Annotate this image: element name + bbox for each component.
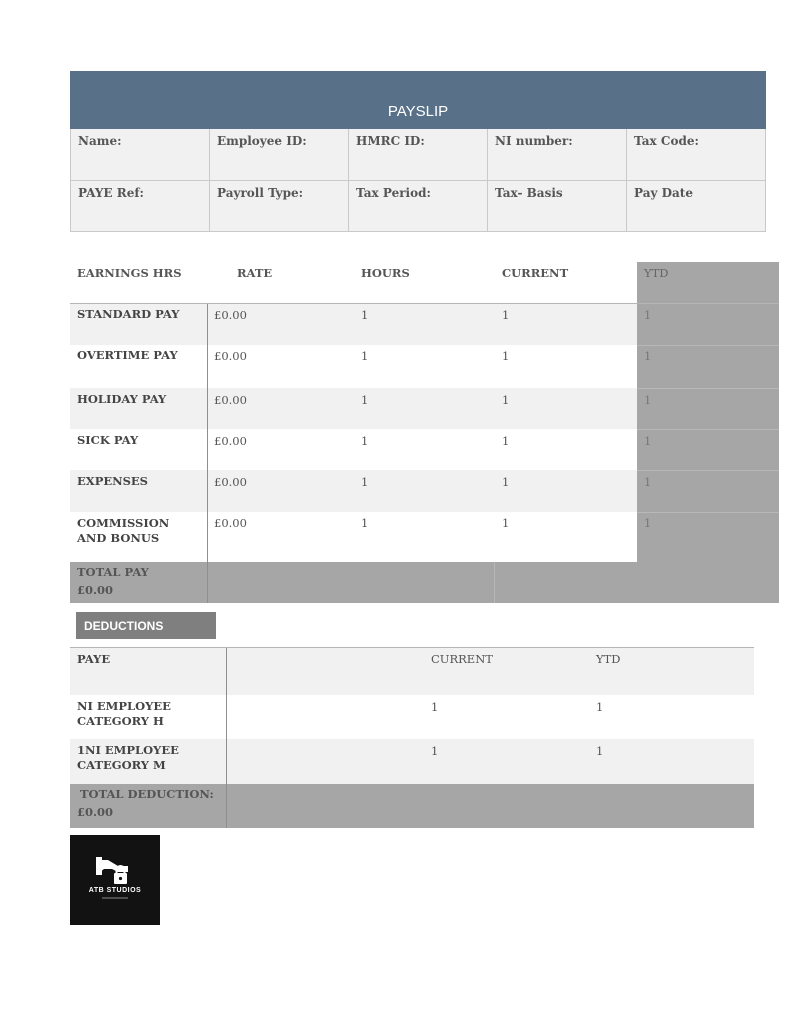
page-title: PAYSLIP — [387, 103, 449, 120]
info-hmrc-id: HMRC ID: — [349, 129, 488, 181]
logo-text: ATB STUDIOS — [88, 887, 142, 894]
ytd-row-divider — [637, 345, 779, 346]
earnings-row-hours: 1 — [361, 516, 369, 530]
earnings-row-rate: £0.00 — [214, 393, 247, 407]
ytd-column-bg — [637, 262, 779, 603]
earnings-row-current: 1 — [502, 516, 510, 530]
earnings-column-divider — [207, 304, 208, 562]
earnings-row-rate: £0.00 — [214, 434, 247, 448]
deductions-tab — [76, 612, 216, 639]
earnings-header-hours: HOURS — [361, 266, 410, 280]
earnings-row-current: 1 — [502, 349, 510, 363]
earnings-row-hours: 1 — [361, 434, 369, 448]
ytd-row-divider — [637, 429, 779, 430]
info-tax-period: Tax Period: — [349, 181, 488, 232]
earnings-row-label: HOLIDAY PAY — [77, 392, 167, 406]
ytd-row-divider — [637, 512, 779, 513]
deduction-row-label: NI EMPLOYEE CATEGORY H — [77, 699, 171, 728]
earnings-row-ytd: 1 — [644, 475, 652, 489]
earnings-header-divider — [70, 303, 779, 304]
info-tax-code: Tax Code: — [627, 129, 766, 181]
earnings-row-label: STANDARD PAY — [77, 307, 180, 321]
deductions-tab-label: DEDUCTIONS — [84, 619, 164, 633]
info-payroll-type: Payroll Type: — [210, 181, 349, 232]
total-pay-divider — [494, 562, 495, 603]
deduction-row-current: 1 — [431, 700, 439, 714]
total-pay-row — [70, 562, 637, 603]
earnings-header-ytd: YTD — [644, 266, 669, 280]
earnings-row-ytd: 1 — [644, 434, 652, 448]
deductions-header-ytd: YTD — [596, 652, 621, 666]
earnings-row-current: 1 — [502, 393, 510, 407]
total-pay-label: TOTAL PAY — [77, 565, 149, 579]
earnings-row-ytd: 1 — [644, 516, 652, 530]
deduction-row-ytd: 1 — [596, 744, 604, 758]
earnings-row-label: COMMISSION AND BONUS — [77, 516, 170, 545]
earnings-row-hours: 1 — [361, 475, 369, 489]
ytd-row-divider — [637, 388, 779, 389]
earnings-row-label: EXPENSES — [77, 474, 148, 488]
total-pay-divider — [207, 562, 208, 603]
earnings-row-label: OVERTIME PAY — [77, 348, 178, 362]
deductions-column-divider — [226, 648, 227, 828]
earnings-row-rate: £0.00 — [214, 475, 247, 489]
earnings-row-current: 1 — [502, 475, 510, 489]
earnings-row-ytd: 1 — [644, 393, 652, 407]
deductions-header-current: CURRENT — [431, 652, 493, 666]
info-paye-ref: PAYE Ref: — [70, 181, 210, 232]
info-name: Name: — [70, 129, 210, 181]
payslip-title — [70, 71, 766, 129]
earnings-row-rate: £0.00 — [214, 349, 247, 363]
info-tax-basis: Tax- Basis — [488, 181, 627, 232]
total-pay-value: £0.00 — [77, 583, 114, 597]
deductions-header-paye: PAYE — [77, 652, 111, 666]
earnings-row-hours: 1 — [361, 308, 369, 322]
ytd-row-divider — [637, 470, 779, 471]
earnings-row-rate: £0.00 — [214, 308, 247, 322]
deductions-row-bg — [70, 648, 754, 695]
earnings-row-hours: 1 — [361, 349, 369, 363]
info-ni-number: NI number: — [488, 129, 627, 181]
earnings-row-ytd: 1 — [644, 308, 652, 322]
hand-lock-icon — [70, 835, 160, 925]
earnings-row-hours: 1 — [361, 393, 369, 407]
company-logo — [70, 835, 160, 925]
info-pay-date: Pay Date — [627, 181, 766, 232]
deduction-row-label: 1NI EMPLOYEE CATEGORY M — [77, 743, 179, 772]
earnings-header-label: EARNINGS HRS — [77, 266, 182, 280]
deduction-row-ytd: 1 — [596, 700, 604, 714]
total-deduction-value: £0.00 — [77, 805, 114, 819]
earnings-row-current: 1 — [502, 434, 510, 448]
total-deduction-label: TOTAL DEDUCTION: — [80, 787, 214, 801]
deduction-row-current: 1 — [431, 744, 439, 758]
info-employee-id: Employee ID: — [210, 129, 349, 181]
earnings-row-label: SICK PAY — [77, 433, 139, 447]
earnings-header-rate: RATE — [237, 266, 273, 280]
earnings-row-current: 1 — [502, 308, 510, 322]
earnings-row-ytd: 1 — [644, 349, 652, 363]
earnings-row-rate: £0.00 — [214, 516, 247, 530]
earnings-header-current: CURRENT — [502, 266, 569, 280]
